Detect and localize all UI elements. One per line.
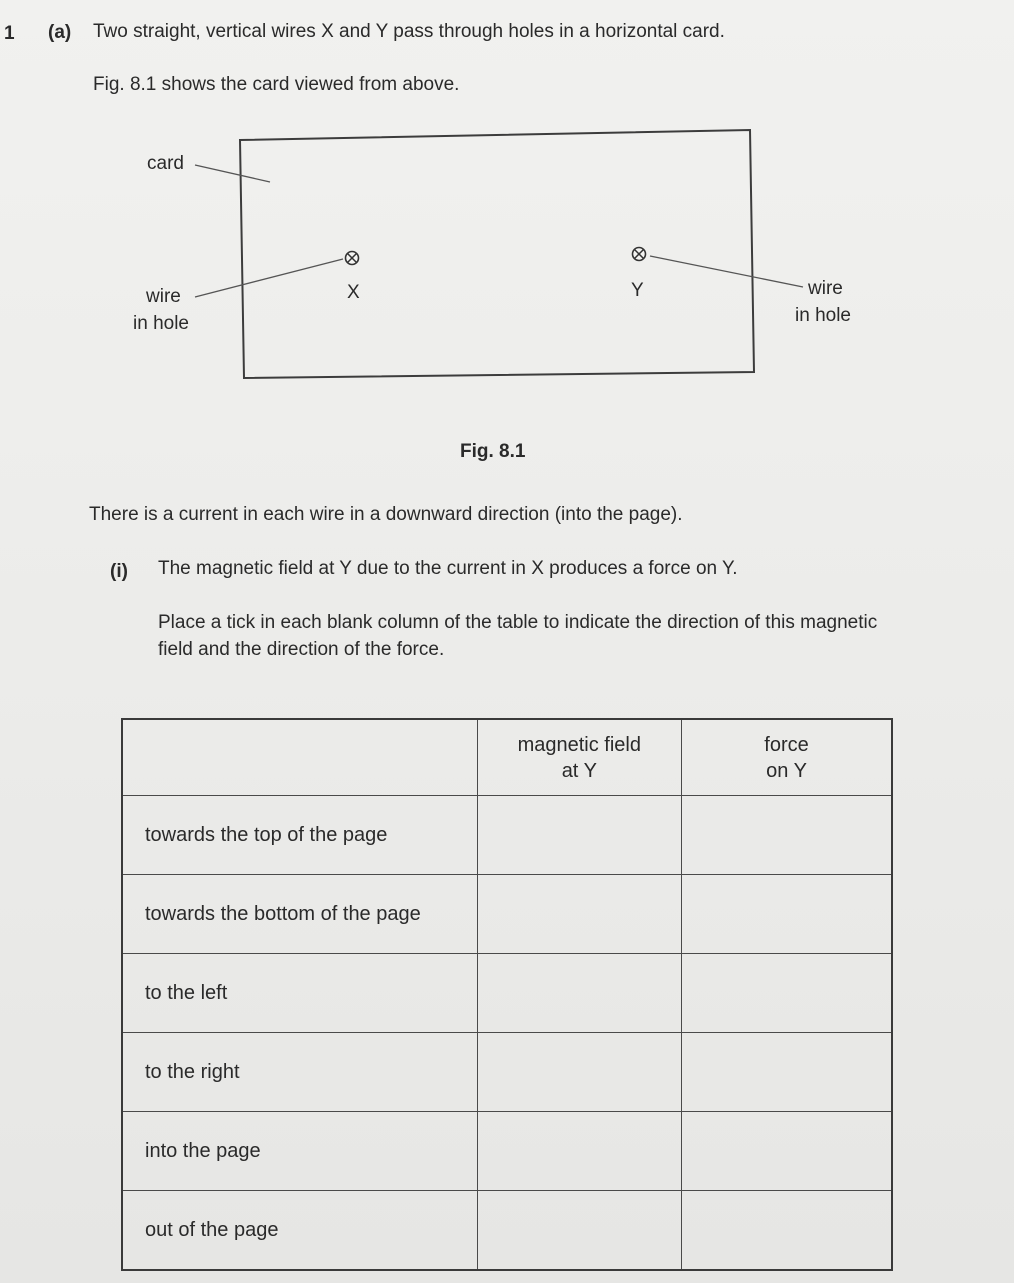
table-row [122, 1112, 892, 1191]
tick-cell-field-into-page[interactable] [477, 1112, 682, 1191]
wire-x-label: X [347, 282, 360, 303]
row-label-out-of-page: out of the page [122, 1191, 477, 1271]
table-row [122, 1033, 892, 1112]
table-row [122, 954, 892, 1033]
tick-cell-force-out-of-page[interactable] [682, 1191, 892, 1271]
table-row [122, 1191, 892, 1271]
right-wire-leader-line [650, 256, 803, 287]
tick-cell-field-top[interactable] [477, 796, 682, 875]
left-wire-label-line2: in hole [133, 313, 189, 334]
instruction-line2: field and the direction of the force. [158, 639, 445, 660]
question-number: 1 [4, 23, 15, 44]
left-wire-label-line1: wire [146, 286, 181, 307]
wire-y-label: Y [631, 280, 644, 301]
header-magnetic-field [477, 719, 682, 796]
row-label-into-page: into the page [122, 1112, 477, 1191]
tick-cell-field-left[interactable] [477, 954, 682, 1033]
row-label-right: to the right [122, 1033, 477, 1112]
row-label-top: towards the top of the page [122, 796, 477, 875]
question-part: (a) [48, 22, 72, 43]
right-wire-label-line1: wire [808, 278, 843, 299]
wire-x-symbol [346, 252, 359, 265]
figure-caption: Fig. 8.1 [460, 441, 526, 462]
header-force-line2: on Y [766, 759, 807, 782]
card-rectangle [240, 130, 754, 378]
card-label: card [147, 153, 184, 174]
header-magnetic-field-line1: magnetic field [517, 733, 641, 756]
left-wire-leader-line [195, 259, 343, 297]
instruction-line1: Place a tick in each blank column of the table to indicate the direction of this magnetic [158, 612, 878, 633]
tick-cell-field-out-of-page[interactable] [477, 1191, 682, 1271]
table-header-row [122, 719, 892, 796]
figure-intro: Fig. 8.1 shows the card viewed from above. [93, 74, 460, 95]
wire-y-symbol [633, 248, 646, 261]
current-statement: There is a current in each wire in a downward direction (into the page). [89, 504, 683, 525]
row-label-bottom: towards the bottom of the page [122, 875, 477, 954]
tick-cell-force-top[interactable] [682, 796, 892, 875]
tick-cell-field-bottom[interactable] [477, 875, 682, 954]
figure-8-1 [0, 0, 1014, 440]
card-leader-line [195, 165, 270, 182]
tick-cell-field-right[interactable] [477, 1033, 682, 1112]
tick-cell-force-into-page[interactable] [682, 1112, 892, 1191]
part-i-text: The magnetic field at Y due to the current in X produces a force on Y. [158, 558, 738, 579]
question-intro: Two straight, vertical wires X and Y pass through holes in a horizontal card. [93, 21, 725, 42]
tick-cell-force-left[interactable] [682, 954, 892, 1033]
table-row [122, 875, 892, 954]
header-force [682, 719, 892, 796]
header-empty-cell [122, 719, 477, 796]
tick-cell-force-bottom[interactable] [682, 875, 892, 954]
right-wire-label-line2: in hole [795, 305, 851, 326]
header-force-line1: force [764, 733, 809, 756]
header-magnetic-field-line2: at Y [561, 759, 597, 782]
table-row [122, 796, 892, 875]
part-i-number: (i) [110, 561, 128, 582]
row-label-left: to the left [122, 954, 477, 1033]
answer-table [121, 718, 893, 1271]
tick-cell-force-right[interactable] [682, 1033, 892, 1112]
